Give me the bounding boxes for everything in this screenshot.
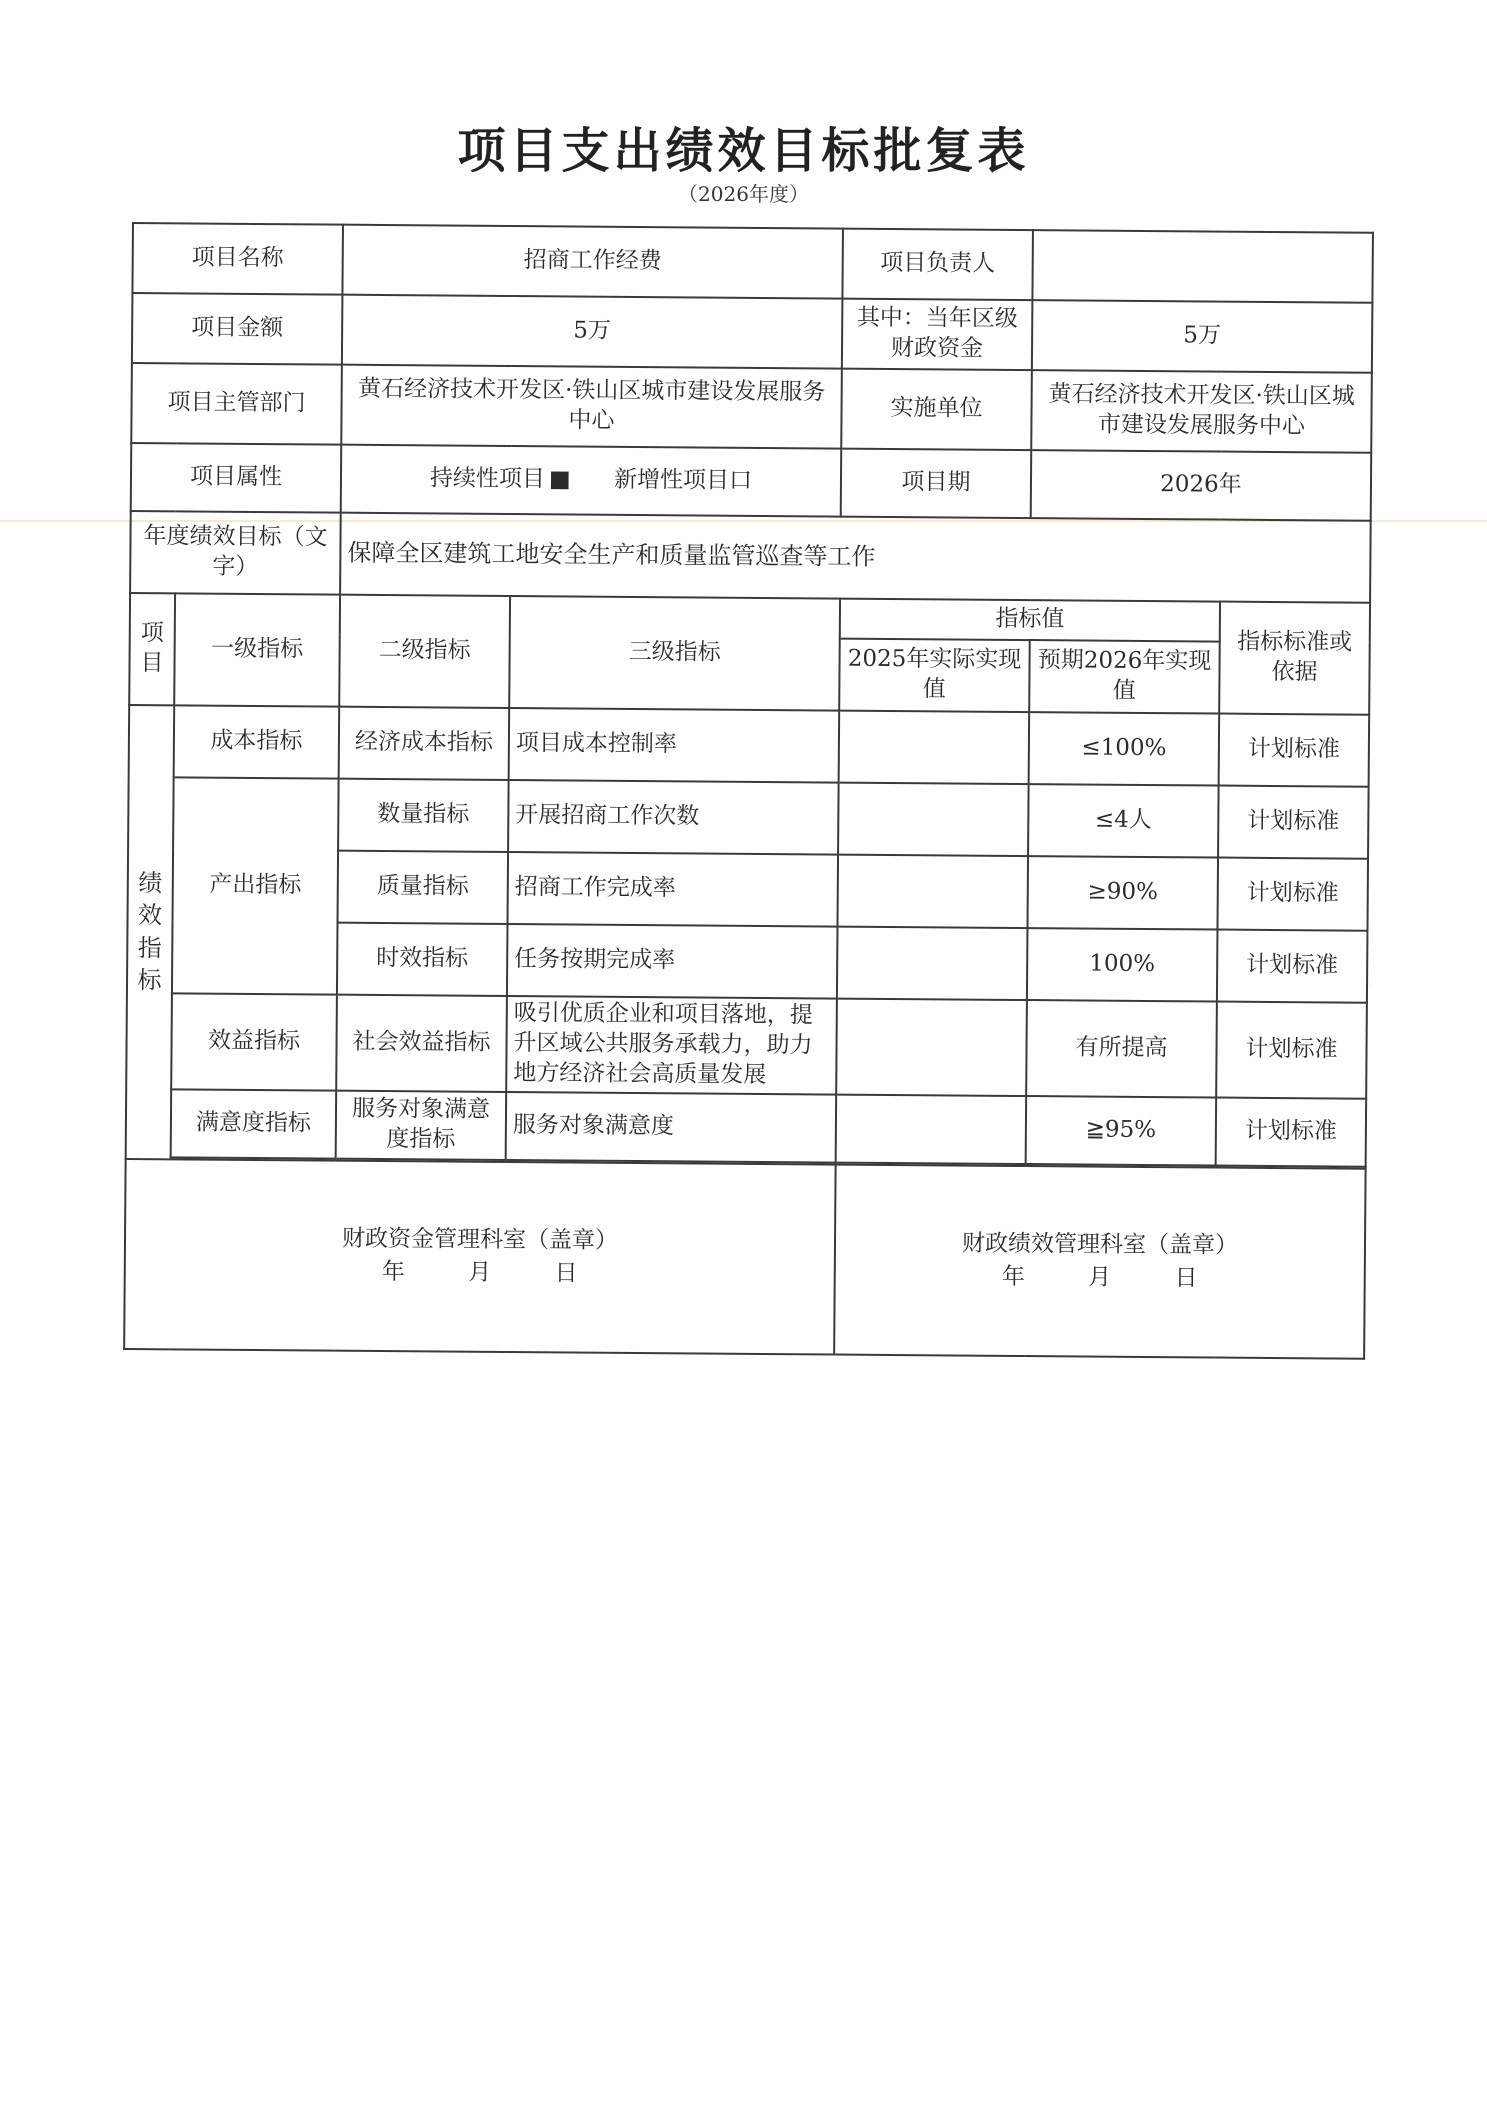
level3-cell: 任务按期完成率 bbox=[507, 924, 838, 999]
table-row bbox=[126, 1089, 1366, 1167]
actual-cell bbox=[837, 855, 1028, 928]
left-month-label: 月 bbox=[468, 1259, 492, 1286]
district-fund-value: 5万 bbox=[1032, 300, 1373, 373]
expected-cell: ≤100% bbox=[1029, 712, 1220, 785]
executor-value: 黄石经济技术开发区·铁山区城市建设发展服务中心 bbox=[1031, 370, 1372, 453]
expected-cell: 100% bbox=[1027, 928, 1218, 1001]
level1-cell: 效益指标 bbox=[171, 993, 337, 1090]
right-month-label: 月 bbox=[1088, 1264, 1112, 1291]
left-office-label: 财政资金管理科室（盖章） bbox=[341, 1225, 619, 1254]
goal-value: 保障全区建筑工地安全生产和质量监管巡查等工作 bbox=[340, 513, 1371, 603]
level2-cell: 时效指标 bbox=[337, 923, 508, 996]
actual-cell bbox=[839, 711, 1030, 784]
expected-cell: ≤4人 bbox=[1028, 784, 1219, 857]
period-label: 项目期 bbox=[841, 449, 1032, 518]
leader-label: 项目负责人 bbox=[842, 229, 1033, 300]
row-department bbox=[131, 363, 1372, 453]
header-expected-2026: 预期2026年实现值 bbox=[1029, 640, 1220, 713]
attribute-label: 项目属性 bbox=[131, 443, 342, 513]
attr-new-checkbox: 口 bbox=[728, 467, 753, 494]
level1-cell: 成本指标 bbox=[174, 705, 340, 778]
left-day-label: 日 bbox=[554, 1260, 578, 1287]
period-value: 2026年 bbox=[1031, 450, 1372, 521]
basis-cell: 计划标准 bbox=[1218, 786, 1369, 859]
header-level3: 三级指标 bbox=[509, 596, 840, 711]
indicator-header-row-1 bbox=[130, 593, 1370, 643]
header-level2: 二级指标 bbox=[339, 595, 510, 708]
level2-cell: 服务对象满意度指标 bbox=[336, 1091, 507, 1160]
header-item: 项目 bbox=[129, 593, 175, 705]
perf-label-cell bbox=[126, 705, 175, 1159]
header-actual-2025: 2025年实际实现值 bbox=[839, 639, 1030, 712]
expected-cell: ≥90% bbox=[1027, 856, 1218, 929]
actual-cell bbox=[836, 999, 1027, 1096]
project-name-label: 项目名称 bbox=[132, 223, 343, 295]
district-fund-label: 其中：当年区级财政资金 bbox=[842, 299, 1033, 370]
actual-cell bbox=[837, 927, 1028, 1000]
attribute-value bbox=[341, 445, 842, 517]
left-year-label: 年 bbox=[381, 1258, 406, 1286]
level3-cell: 招商工作完成率 bbox=[507, 852, 838, 927]
signature-row bbox=[124, 1159, 1365, 1359]
basis-cell: 计划标准 bbox=[1216, 1002, 1367, 1099]
left-signature-cell bbox=[124, 1159, 835, 1355]
level1-cell: 满意度指标 bbox=[171, 1089, 337, 1158]
level3-cell: 项目成本控制率 bbox=[509, 708, 840, 783]
executor-label: 实施单位 bbox=[841, 369, 1032, 450]
actual-cell bbox=[836, 1095, 1027, 1164]
header-basis: 指标标准或依据 bbox=[1219, 602, 1370, 715]
left-date-row bbox=[132, 1254, 828, 1293]
row-project-name bbox=[132, 223, 1373, 303]
department-label: 项目主管部门 bbox=[131, 363, 342, 445]
table-row bbox=[128, 777, 1369, 859]
right-year-label: 年 bbox=[1001, 1263, 1026, 1291]
right-office-label: 财政绩效管理科室（盖章） bbox=[961, 1230, 1239, 1259]
basis-cell: 计划标准 bbox=[1219, 714, 1370, 787]
header-level1: 一级指标 bbox=[174, 593, 340, 706]
expected-cell: 有所提高 bbox=[1026, 1000, 1217, 1097]
leader-value bbox=[1032, 230, 1373, 303]
expected-cell: ≧95% bbox=[1026, 1096, 1217, 1165]
level3-cell: 开展招商工作次数 bbox=[508, 780, 839, 855]
level3-cell: 吸引优质企业和项目落地，提升区域公共服务承载力，助力地方经济社会高质量发展 bbox=[506, 996, 837, 1095]
level3-cell: 服务对象满意度 bbox=[506, 1092, 837, 1163]
header-value-group: 指标值 bbox=[840, 599, 1220, 642]
attr-continuing-label: 持续性项目 bbox=[429, 465, 546, 493]
page-subtitle: （2026年度） bbox=[678, 182, 809, 206]
table-row bbox=[126, 993, 1367, 1099]
row-amount bbox=[132, 293, 1373, 373]
amount-label: 项目金额 bbox=[132, 293, 343, 365]
basis-cell: 计划标准 bbox=[1216, 1098, 1367, 1167]
project-name-value: 招商工作经费 bbox=[342, 225, 843, 299]
basis-cell: 计划标准 bbox=[1217, 858, 1368, 931]
page-title: 项目支出绩效目标批复表 bbox=[457, 123, 1030, 179]
row-attribute bbox=[131, 443, 1371, 521]
level2-cell: 经济成本指标 bbox=[339, 707, 510, 780]
amount-value: 5万 bbox=[342, 295, 843, 369]
perf-label: 绩效指标 bbox=[137, 869, 163, 995]
table-row bbox=[129, 705, 1370, 787]
right-signature-cell bbox=[834, 1165, 1365, 1359]
right-day-label: 日 bbox=[1174, 1265, 1198, 1292]
goal-label: 年度绩效目标（文字） bbox=[130, 511, 341, 595]
attr-continuing-checkbox: ■ bbox=[548, 466, 571, 493]
level1-cell: 产出指标 bbox=[172, 777, 339, 994]
row-goal bbox=[130, 511, 1371, 603]
department-value: 黄石经济技术开发区·铁山区城市建设发展服务中心 bbox=[341, 365, 842, 449]
right-date-row bbox=[842, 1260, 1358, 1297]
attr-new-label: 新增性项目 bbox=[613, 466, 730, 494]
approval-form-table bbox=[123, 222, 1374, 1360]
level2-cell: 数量指标 bbox=[338, 779, 509, 852]
actual-cell bbox=[838, 783, 1029, 856]
basis-cell: 计划标准 bbox=[1217, 930, 1368, 1003]
level2-cell: 质量指标 bbox=[338, 851, 509, 924]
level2-cell: 社会效益指标 bbox=[336, 995, 507, 1092]
